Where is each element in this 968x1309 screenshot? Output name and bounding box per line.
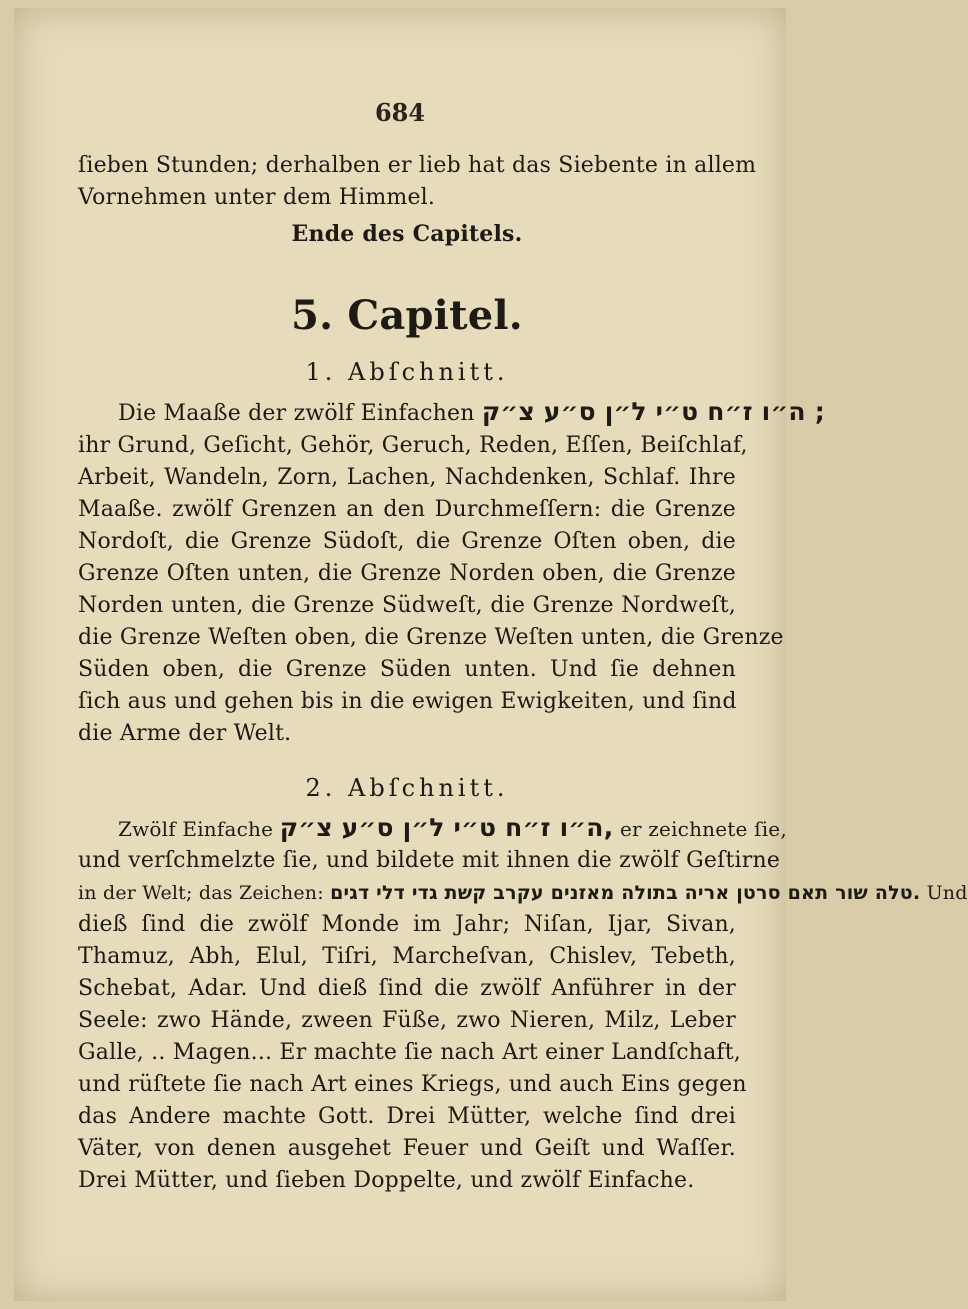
text-line: die Grenze Weſten oben, die Grenze Weſten unten, die Grenze [78,625,784,650]
section-title: 1. Abſchnitt. [305,358,509,386]
text-line: Drei Mütter, und ſieben Doppelte, und zwölf Einfache. [78,1168,695,1193]
text-line: Arbeit, Wandeln, Zorn, Lachen, Nachdenken, Schlaf. Ihre [78,465,736,490]
text-line: ihr Grund, Geſicht, Gehör, Geruch, Reden, Eſſen, Beiſchlaf, [78,433,748,458]
section-intro-line [78,396,825,430]
text-line: das Andere machte Gott. Drei Mütter, welche ſind drei [78,1104,736,1129]
section-1 [78,356,825,750]
text-line: Väter, von denen ausgehet Feuer und Geiſt und Waſſer. [78,1136,736,1161]
text-line: Nordoſt, die Grenze Südoſt, die Grenze Oſten oben, die [78,529,736,554]
hebrew-letters: ה״ו ז״ח ט״י ל״ן ס״ע צ״ק ; [481,397,825,426]
preceding-text [78,150,757,250]
section-intro: Zwölf Einfache [118,817,274,841]
text-line: Thamuz, Abh, Elul, Tiſri, Marcheſvan, Chislev, Tebeth, [78,944,736,969]
text-line: Seele: zwo Hände, zween Füße, zwo Nieren, Milz, Leber [78,1008,736,1033]
text-line: Norden unten, die Grenze Südweſt, die Grenze Nordweſt, [78,593,736,618]
text-line: Vornehmen unter dem Himmel. [78,185,436,210]
page-number: 684 [374,98,426,127]
text-line: ſieben Stunden; derhalben er lieb hat das Siebente in allem [78,153,757,178]
text-line: Galle, .. Magen... Er machte ſie nach Art einer Landſchaft, [78,1040,741,1065]
zodiac-after: Und [926,882,968,904]
section-2 [78,772,968,1197]
zodiac-line [78,877,968,909]
text-line: und rüſtete ſie nach Art eines Kriegs, und auch Eins gegen [78,1072,747,1097]
text-line: und verſchmelzte ſie, und bildete mit ihnen die zwölf Geſtirne [78,848,781,873]
text-line: Schebat, Adar. Und dieß ſind die zwölf Anführer in der [78,976,736,1001]
hebrew-zodiac: טלה שור תאם סרטן אריה בתולה מאזנים עקרב קשת גדי דלי דגים. [330,882,921,904]
section-title: 2. Abſchnitt. [305,774,509,802]
text-line: ſich aus und gehen bis in die ewigen Ewigkeiten, und ſind [78,689,737,714]
section-intro-end: er zeichnete ſie, [619,817,787,841]
chapter-heading [78,290,736,342]
text-line: die Arme der Welt. [78,721,292,746]
end-of-chapter: Ende des Capitels. [291,221,523,247]
text-line: dieß ſind die zwölf Monde im Jahr; Niſan, Ijar, Sivan, [78,912,736,937]
chapter-title: 5. Capitel. [291,292,523,339]
hebrew-letters: ה״ו ז״ח ט״י ל״ן ס״ע צ״ק, [279,813,614,842]
section-intro-line [78,812,787,845]
text-line: Süden oben, die Grenze Süden unten. Und ſie dehnen [78,657,736,682]
section-intro: Die Maaße der zwölf Einfachen [118,401,475,426]
zodiac-intro: in der Welt; das Zeichen: [78,882,324,904]
text-line: Maaße. zwölf Grenzen an den Durchmeſſern: die Grenze [78,497,736,522]
text-line: Grenze Oſten unten, die Grenze Norden oben, die Grenze [78,561,736,586]
